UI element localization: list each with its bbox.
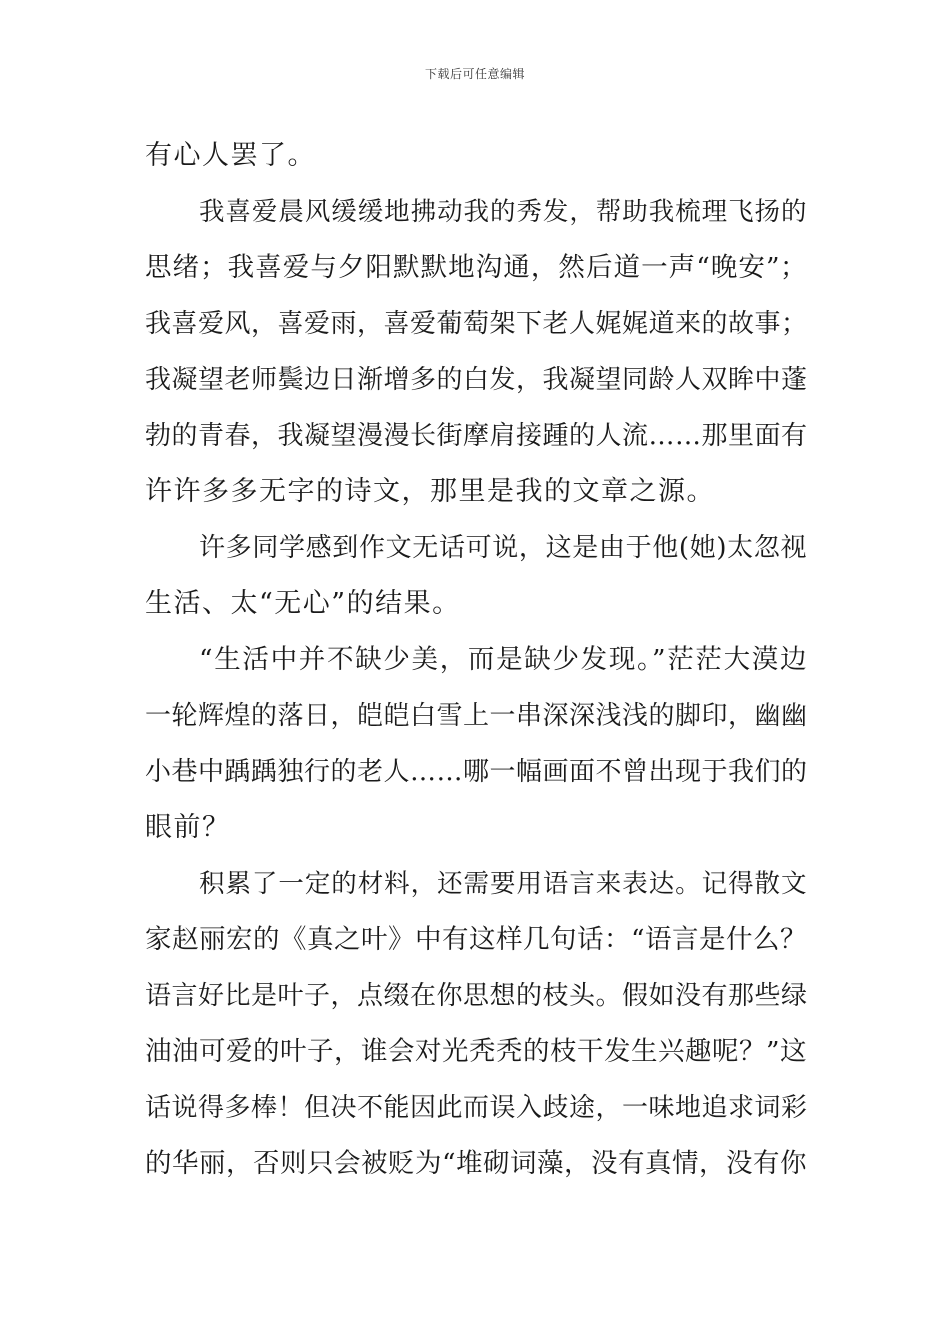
text-line: 我喜爱风，喜爱雨，喜爱葡萄架下老人娓娓道来的故事； xyxy=(145,309,808,339)
text-line: 小巷中踽踽独行的老人……哪一幅画面不曾出现于我们的 xyxy=(145,757,808,787)
page-header: 下载后可任意编辑 xyxy=(424,67,525,81)
document-body xyxy=(145,128,807,1192)
text-line: 思绪；我喜爱与夕阳默默地沟通，然后道一声“晚安”； xyxy=(145,252,807,283)
text-line: 一轮辉煌的落日，皑皑白雪上一串深深浅浅的脚印，幽幽 xyxy=(145,701,808,731)
text-line: “生活中并不缺少美，而是缺少发现。”茫茫大漠边 xyxy=(199,644,807,675)
text-line: 眼前？ xyxy=(145,812,231,843)
text-line: 家赵丽宏的《真之叶》中有这样几句话：“语言是什么？ xyxy=(145,924,808,955)
text-line: 话说得多棒！但决不能因此而误入歧途，一味地追求词彩 xyxy=(145,1093,808,1123)
text-line: 许多同学感到作文无话可说，这是由于他(她)太忽视 xyxy=(199,533,807,563)
text-line: 我凝望老师鬓边日渐增多的白发，我凝望同龄人双眸中蓬 xyxy=(145,365,808,395)
text-line: 我喜爱晨风缓缓地拂动我的秀发，帮助我梳理飞扬的 xyxy=(199,197,807,227)
text-line: 生活、太“无心”的结果。 xyxy=(145,588,461,619)
text-line: 有心人罢了。 xyxy=(145,140,316,171)
text-line: 许许多多无字的诗文，那里是我的文章之源。 xyxy=(145,476,715,507)
text-line: 积累了一定的材料，还需要用语言来表达。记得散文 xyxy=(199,869,807,899)
text-line: 语言好比是叶子，点缀在你思想的枝头。假如没有那些绿 xyxy=(145,981,808,1011)
text-line: 勃的青春，我凝望漫漫长街摩肩接踵的人流……那里面有 xyxy=(145,421,808,451)
text-line: 油油可爱的叶子，谁会对光秃秃的枝干发生兴趣呢？”这 xyxy=(145,1036,808,1067)
text-line: 的华丽，否则只会被贬为“堆砌词藻，没有真情，没有你 xyxy=(145,1148,808,1179)
